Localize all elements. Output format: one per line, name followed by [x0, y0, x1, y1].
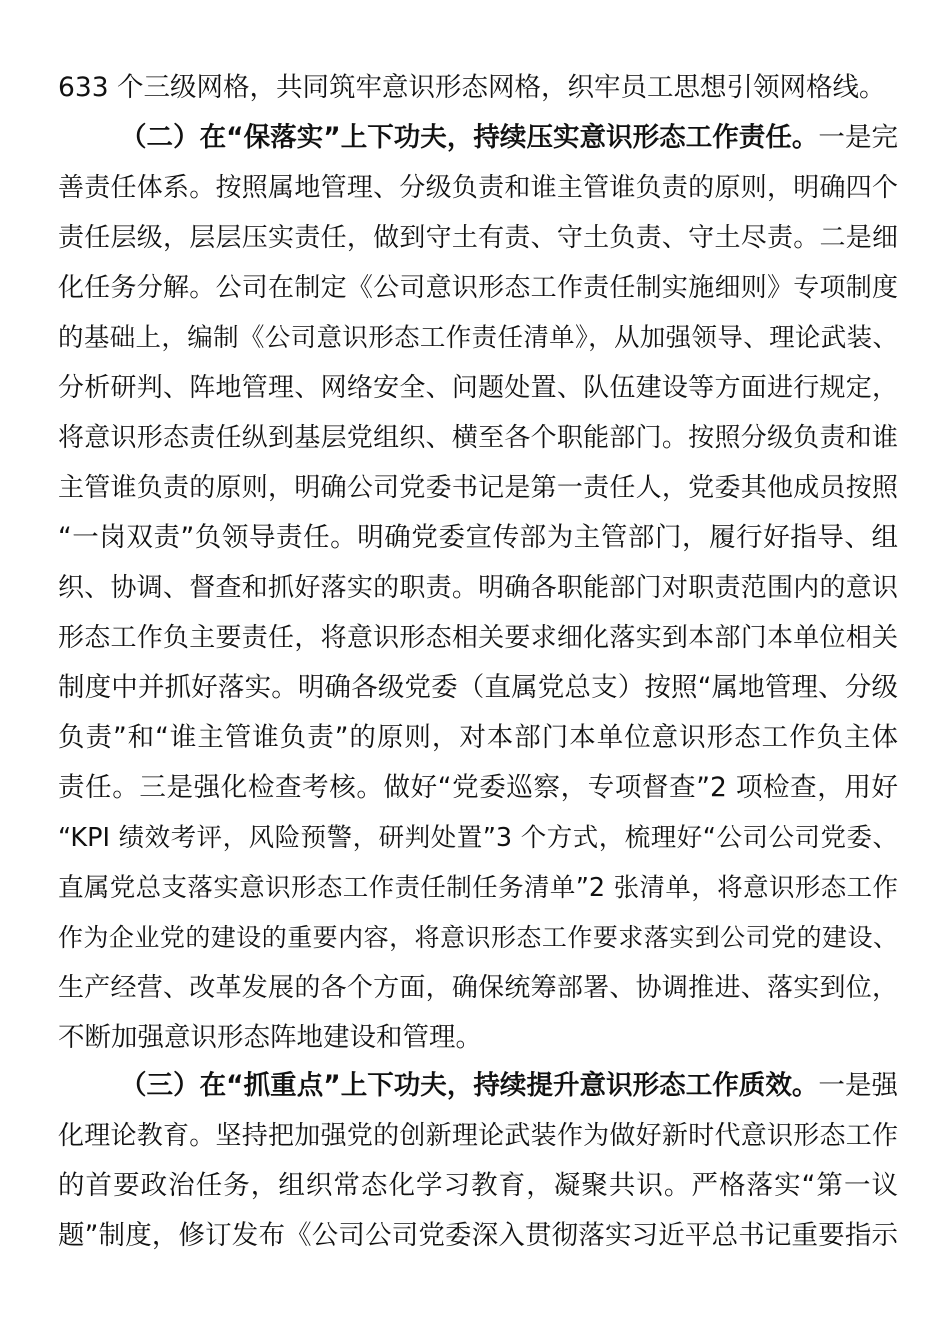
text-line: 责任层级，层层压实责任，做到守土有责、守土负责、守土尽责。二是细	[58, 223, 898, 253]
section-2-opening-line	[120, 113, 898, 163]
text-line: 的首要政治任务，组织常态化学习教育，凝聚共识。严格落实“第一议	[58, 1170, 898, 1201]
text-line: 责任。三是强化检查考核。做好“党委巡察，专项督查”2 项检查，用好	[58, 772, 898, 803]
text-line: “一岗双责”负领导责任。明确党委宣传部为主管部门，履行好指导、组	[58, 522, 898, 553]
text-line: 形态工作负主要责任，将意识形态相关要求细化落实到本部门本单位相关	[58, 623, 898, 653]
text-line: 化理论教育。坚持把加强党的创新理论武装作为做好新时代意识形态工作	[58, 1121, 898, 1151]
text-line: “KPI 绩效考评，风险预警，研判处置”3 个方式，梳理好“公司公司党委、	[58, 823, 898, 853]
text-line: 主管谁负责的原则，明确公司党委书记是第一责任人，党委其他成员按照	[58, 473, 898, 503]
section-2-text: 一是完	[818, 122, 899, 153]
text-line: 织、协调、督查和抓好落实的职责。明确各职能部门对职责范围内的意识	[58, 573, 898, 603]
text-line: 制度中并抓好落实。明确各级党委（直属党总支）按照“属地管理、分级	[58, 672, 898, 703]
text-line: 不断加强意识形态阵地建设和管理。	[58, 1022, 482, 1053]
section-3-opening-line	[120, 1061, 898, 1111]
text-line: 的基础上，编制《公司意识形态工作责任清单》，从加强领导、理论武装、	[58, 323, 898, 353]
text-line: 生产经营、改革发展的各个方面，确保统筹部署、协调推进、落实到位，	[58, 973, 898, 1003]
text-line: 分析研判、阵地管理、网络安全、问题处置、队伍建设等方面进行规定，	[58, 373, 898, 403]
text-line: 化任务分解。公司在制定《公司意识形态工作责任制实施细则》专项制度	[58, 273, 898, 303]
text-line: 作为企业党的建设的重要内容，将意识形态工作要求落实到公司党的建设、	[58, 923, 898, 952]
text-line: 633 个三级网格，共同筑牢意识形态网格，织牢员工思想引领网格线。	[58, 72, 886, 103]
text-line: 善责任体系。按照属地管理、分级负责和谁主管谁负责的原则，明确四个	[58, 173, 898, 203]
text-line: 题”制度，修订发布《公司公司党委深入贯彻落实习近平总书记重要指示	[58, 1220, 898, 1251]
text-line: 直属党总支落实意识形态工作责任制任务清单”2 张清单，将意识形态工作	[58, 873, 898, 903]
text-line: 将意识形态责任纵到基层党组织、横至各个职能部门。按照分级负责和谁	[58, 423, 898, 453]
section-3-heading: （三）在“抓重点”上下功夫，持续提升意识形态工作质效。	[120, 1070, 819, 1101]
text-line: 负责”和“谁主管谁负责”的原则，对本部门本单位意识形态工作负主体	[58, 722, 898, 753]
section-3-text: 一是强	[818, 1070, 899, 1101]
section-2-heading: （二）在“保落实”上下功夫，持续压实意识形态工作责任。	[120, 122, 819, 153]
